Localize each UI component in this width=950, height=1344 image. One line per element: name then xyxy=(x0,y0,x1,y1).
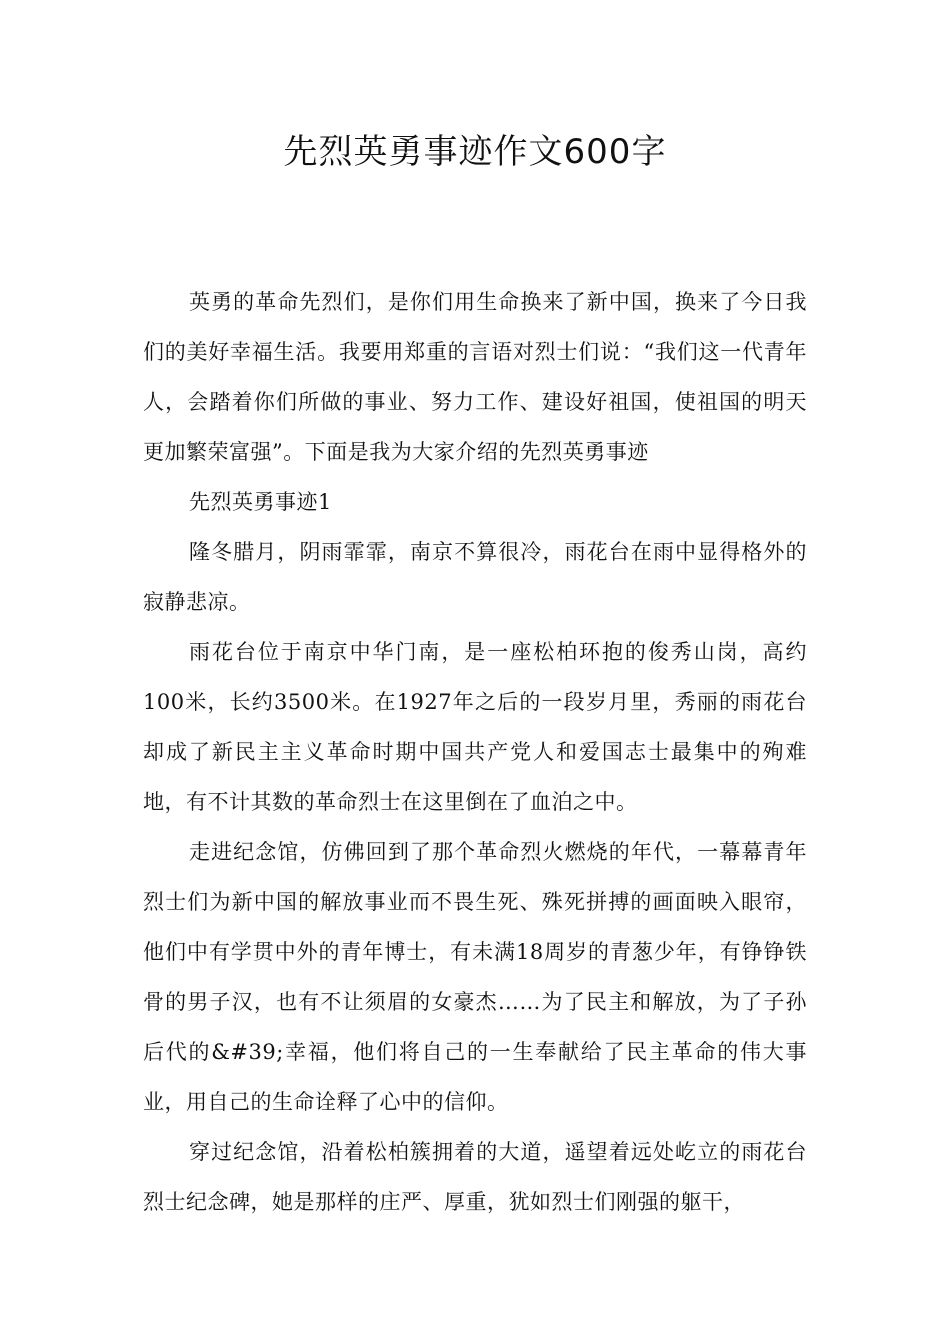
paragraph: 隆冬腊月，阴雨霏霏，南京不算很冷，雨花台在雨中显得格外的寂静悲凉。 xyxy=(143,540,807,614)
document-title: 先烈英勇事迹作文600字 xyxy=(283,132,667,172)
section-heading: 先烈英勇事迹1 xyxy=(189,490,332,514)
paragraph: 穿过纪念馆，沿着松柏簇拥着的大道，遥望着远处屹立的雨花台烈士纪念碑，她是那样的庄严、厚重，犹如烈士们刚强的躯干， xyxy=(143,1140,807,1214)
paragraph: 走进纪念馆，仿佛回到了那个革命烈火燃烧的年代，一幕幕青年烈士们为新中国的解放事业而不畏生死、殊死拼搏的画面映入眼帘，他们中有学贯中外的青年博士，有未满18周岁的青葱少年，有铮铮铁骨的男子汉，也有不让须眉的女豪杰……为了民主和解放，为了子孙后代的&#39;幸福，他们将自己的一生奉献给了民主革命的伟大事业，用自己的生命诠释了心中的信仰。 xyxy=(143,840,807,1114)
document-body xyxy=(143,277,807,1227)
paragraph-intro: 英勇的革命先烈们，是你们用生命换来了新中国，换来了今日我们的美好幸福生活。我要用郑重的言语对烈士们说：“我们这一代青年人，会踏着你们所做的事业、努力工作、建设好祖国，使祖国的明天更加繁荣富强”。下面是我为大家介绍的先烈英勇事迹 xyxy=(143,290,807,464)
paragraph: 雨花台位于南京中华门南，是一座松柏环抱的俊秀山岗，高约100米，长约3500米。在1927年之后的一段岁月里，秀丽的雨花台却成了新民主主义革命时期中国共产党人和爱国志士最集中的殉难地，有不计其数的革命烈士在这里倒在了血泊之中。 xyxy=(143,640,807,814)
